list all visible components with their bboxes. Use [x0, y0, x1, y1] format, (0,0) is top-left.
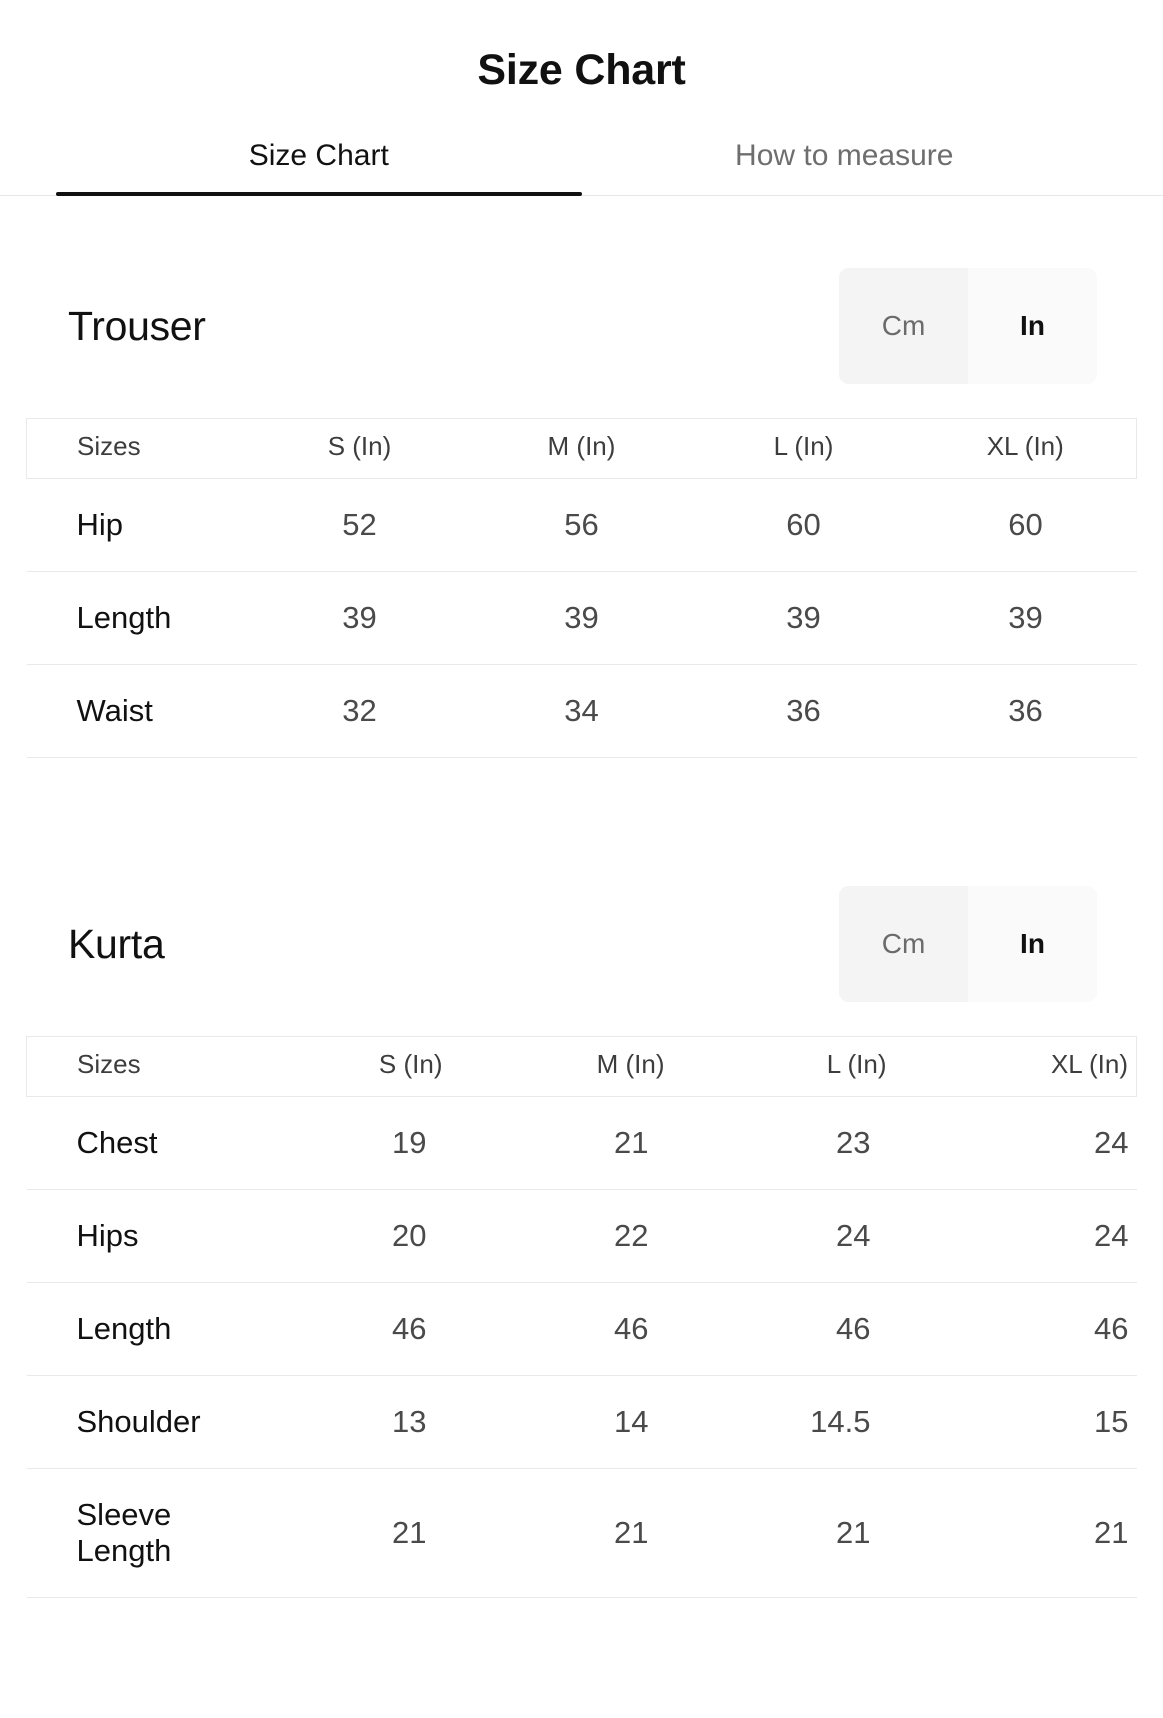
cell-m: 39	[471, 572, 693, 665]
col-sizes: Sizes	[27, 419, 249, 479]
table-row	[27, 1097, 1137, 1190]
table-header-row	[27, 1037, 1137, 1097]
kurta-unit-toggle[interactable]	[839, 886, 1097, 1002]
cell-xl: 15	[915, 1376, 1137, 1469]
section-trouser	[0, 268, 1163, 758]
trouser-size-table	[26, 418, 1137, 758]
tab-size-chart-label: Size Chart	[248, 139, 389, 172]
cell-m: 46	[471, 1283, 693, 1376]
section-divider-space	[0, 758, 1163, 814]
col-xl: XL (In)	[915, 419, 1137, 479]
cell-m: 56	[471, 479, 693, 572]
trouser-unit-in[interactable]: In	[968, 268, 1097, 384]
kurta-size-table	[26, 1036, 1137, 1598]
cell-xl: 24	[915, 1097, 1137, 1190]
cell-l: 60	[693, 479, 915, 572]
trouser-unit-cm[interactable]: Cm	[839, 268, 968, 384]
cell-xl: 60	[915, 479, 1137, 572]
col-xl: XL (In)	[915, 1037, 1137, 1097]
cell-s: 32	[249, 665, 471, 758]
cell-l: 36	[693, 665, 915, 758]
row-label: Waist	[27, 665, 249, 758]
cell-m: 21	[471, 1097, 693, 1190]
cell-s: 39	[249, 572, 471, 665]
row-label: Hips	[27, 1190, 249, 1283]
row-label: Hip	[27, 479, 249, 572]
cell-xl: 36	[915, 665, 1137, 758]
tab-size-chart[interactable]	[56, 139, 582, 195]
cell-xl: 46	[915, 1283, 1137, 1376]
cell-s: 46	[249, 1283, 471, 1376]
col-sizes: Sizes	[27, 1037, 249, 1097]
row-label: Length	[27, 572, 249, 665]
cell-m: 14	[471, 1376, 693, 1469]
table-row	[27, 572, 1137, 665]
section-kurta-title: Kurta	[68, 920, 165, 967]
table-row	[27, 1283, 1137, 1376]
table-row	[27, 1190, 1137, 1283]
cell-l: 39	[693, 572, 915, 665]
row-label: Length	[27, 1283, 249, 1376]
table-row	[27, 1376, 1137, 1469]
cell-s: 20	[249, 1190, 471, 1283]
col-m: M (In)	[471, 419, 693, 479]
cell-l: 24	[693, 1190, 915, 1283]
cell-l: 14.5	[693, 1376, 915, 1469]
row-label: Sleeve Length	[27, 1469, 249, 1598]
col-s: S (In)	[249, 419, 471, 479]
col-s: S (In)	[249, 1037, 471, 1097]
cell-l: 23	[693, 1097, 915, 1190]
cell-m: 22	[471, 1190, 693, 1283]
col-m: M (In)	[471, 1037, 693, 1097]
table-row	[27, 665, 1137, 758]
cell-s: 52	[249, 479, 471, 572]
tab-bar	[0, 139, 1163, 196]
cell-s: 13	[249, 1376, 471, 1469]
section-kurta-header	[26, 886, 1137, 1002]
col-l: L (In)	[693, 419, 915, 479]
cell-m: 21	[471, 1469, 693, 1598]
table-row	[27, 479, 1137, 572]
row-label: Chest	[27, 1097, 249, 1190]
trouser-unit-toggle[interactable]	[839, 268, 1097, 384]
cell-m: 34	[471, 665, 693, 758]
section-trouser-title: Trouser	[68, 302, 206, 349]
cell-xl: 39	[915, 572, 1137, 665]
section-trouser-header	[26, 268, 1137, 384]
cell-l: 21	[693, 1469, 915, 1598]
table-row	[27, 1469, 1137, 1598]
tab-how-to-measure-label: How to measure	[735, 139, 954, 172]
page-title: Size Chart	[477, 46, 686, 94]
cell-s: 19	[249, 1097, 471, 1190]
kurta-unit-in[interactable]: In	[968, 886, 1097, 1002]
tab-how-to-measure[interactable]	[582, 139, 1108, 195]
cell-s: 21	[249, 1469, 471, 1598]
cell-l: 46	[693, 1283, 915, 1376]
kurta-unit-cm[interactable]: Cm	[839, 886, 968, 1002]
cell-xl: 24	[915, 1190, 1137, 1283]
cell-xl: 21	[915, 1469, 1137, 1598]
section-kurta	[0, 886, 1163, 1598]
table-header-row	[27, 419, 1137, 479]
col-l: L (In)	[693, 1037, 915, 1097]
row-label: Shoulder	[27, 1376, 249, 1469]
